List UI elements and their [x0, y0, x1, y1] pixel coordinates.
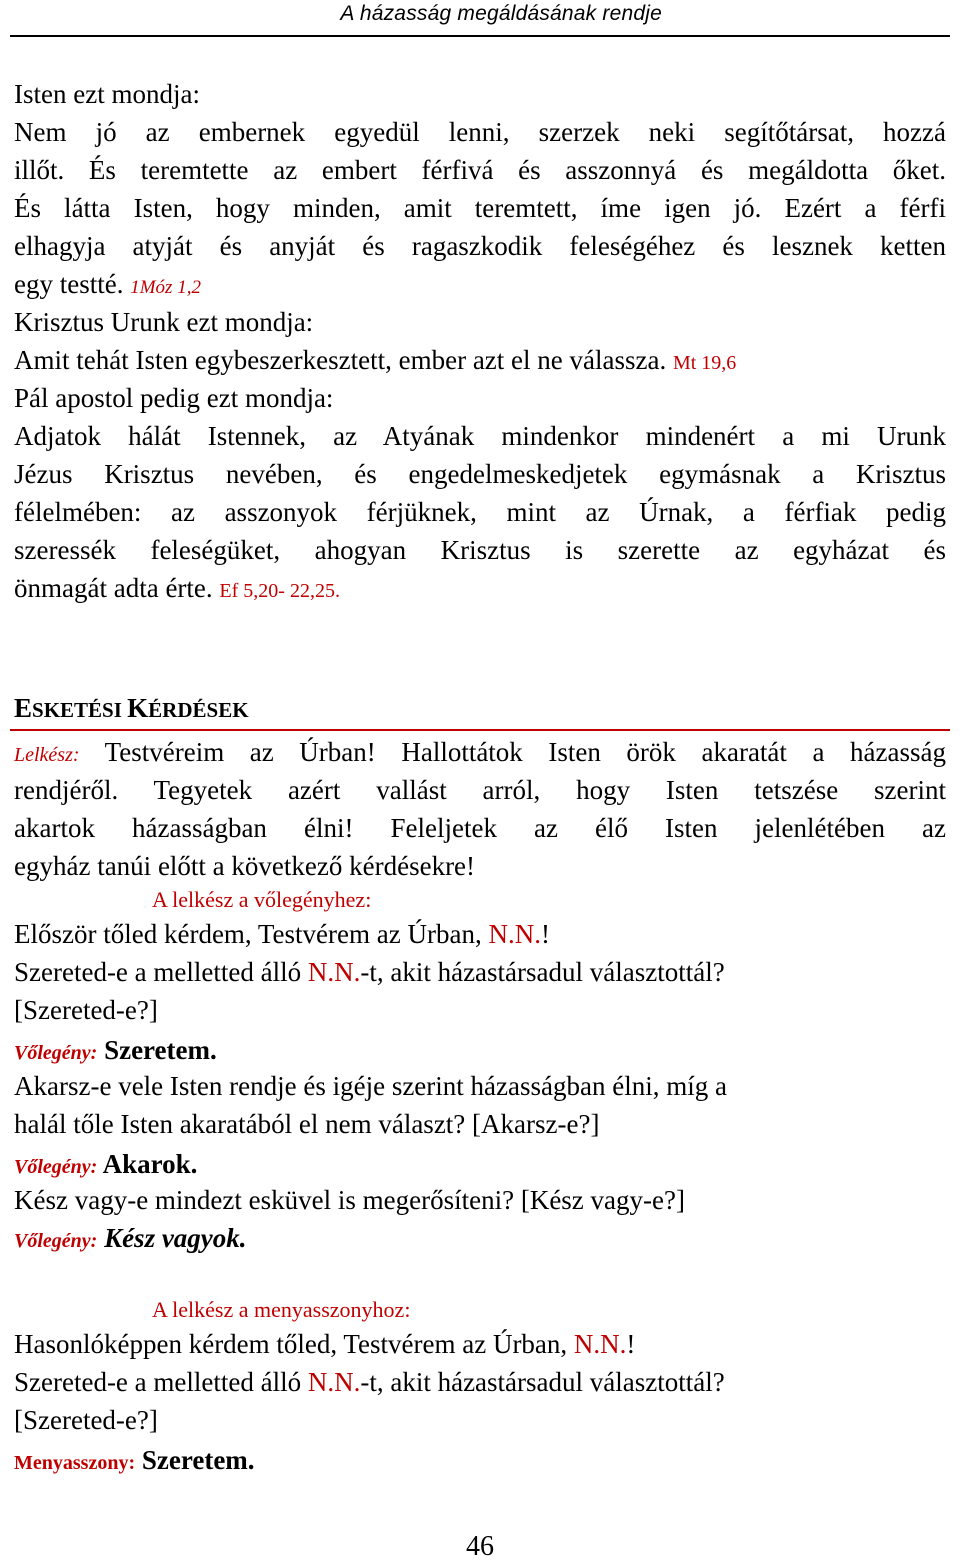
- header-title: A házasság megáldásának rendje: [340, 2, 662, 25]
- scripture-text: Amit tehát Isten egybeszerkesztett, ember azt el ne válassza.: [14, 345, 667, 375]
- question-line: Kész vagy-e mindezt esküvel is megerősíteni? [Kész vagy-e?]: [14, 1185, 685, 1215]
- answer-line: [14, 1034, 217, 1069]
- speaker-label: Lelkész:: [14, 744, 80, 766]
- bible-reference: Mt 19,6: [672, 352, 737, 374]
- speaker-label: Menyasszony:: [14, 1452, 136, 1474]
- scripture-line: szeressék feleségüket, ahogyan Krisztus is szerette az egyházat és: [14, 535, 946, 565]
- answer-line: [14, 1148, 197, 1183]
- section-title: ESKETÉSI KÉRDÉSEK: [14, 693, 249, 723]
- scripture-intro-paul: Pál apostol pedig ezt mondja:: [14, 383, 334, 413]
- running-header: [10, 0, 950, 37]
- question-line: halál tőle Isten akaratából el nem választ? [Akarsz-e?]: [14, 1109, 600, 1139]
- scripture-intro-god: Isten ezt mondja:: [14, 79, 200, 109]
- scripture-text: önmagát adta érte.: [14, 573, 213, 603]
- placeholder-name: N.N.: [573, 1329, 627, 1359]
- scripture-line: [14, 572, 340, 607]
- answer-text: Kész vagyok.: [97, 1223, 247, 1253]
- scripture-line: Jézus Krisztus nevében, és engedelmeskedjetek egymásnak a Krisztus: [14, 459, 946, 489]
- speaker-label: Vőlegény:: [14, 1042, 98, 1064]
- scripture-line: illőt. És teremtette az embert férfivá és asszonnyá és megáldotta őket.: [14, 155, 946, 185]
- placeholder-name: N.N.: [307, 957, 361, 987]
- scripture-line: [14, 268, 201, 304]
- scripture-line: elhagyja atyját és anyját és ragaszkodik feleségéhez és lesznek ketten: [14, 231, 946, 261]
- page-number: 46: [466, 1531, 494, 1562]
- answer-line: [14, 1444, 255, 1479]
- speaker-label: Vőlegény:: [14, 1156, 98, 1178]
- scripture-line: félelmében: az asszonyok férjüknek, mint az Úrnak, a férfiak pedig: [14, 497, 946, 527]
- speaker-label: Vőlegény:: [14, 1230, 98, 1252]
- section-divider: [10, 729, 950, 731]
- bible-reference: 1Móz 1,2: [130, 277, 201, 298]
- answer-text: Akarok.: [97, 1149, 198, 1179]
- question-line: [Szereted-e?]: [14, 995, 158, 1025]
- pastor-intro-line: akartok házasságban élni! Feleljetek az élő Isten jelenlétében az: [14, 813, 946, 843]
- stage-direction: A lelkész a menyasszonyhoz:: [152, 1297, 411, 1322]
- scripture-line: Nem jó az embernek egyedül lenni, szerzek neki segítőtársat, hozzá: [14, 117, 946, 147]
- scripture-line: Adjatok hálát Istennek, az Atyának mindenkor mindenért a mi Urunk: [14, 421, 946, 451]
- question-line: Szereted-e a melletted álló N.N.-t, akit házastársadul választottál?: [14, 1367, 725, 1397]
- placeholder-name: N.N.: [488, 919, 541, 949]
- answer-line: [14, 1222, 247, 1257]
- scripture-text: egy testté.: [14, 269, 124, 299]
- question-line: Hasonlóképpen kérdem tőled, Testvérem az Úrban, N.N.!: [14, 1329, 636, 1359]
- pastor-intro-line: rendjéről. Tegyetek azért vallást arról, hogy Isten tetszése szerint: [14, 775, 946, 805]
- stage-direction: A lelkész a vőlegényhez:: [152, 887, 372, 912]
- question-line: [Szereted-e?]: [14, 1405, 158, 1435]
- pastor-intro-line: egyház tanúi előtt a következő kérdésekre!: [14, 851, 476, 881]
- scripture-line: [14, 344, 736, 379]
- pastor-intro-line: Lelkész: Testvéreim az Úrban! Hallottátok Isten örök akaratát a házasság: [14, 737, 946, 767]
- question-line: Először tőled kérdem, Testvérem az Úrban, N.N.!: [14, 919, 550, 949]
- placeholder-name: N.N.: [307, 1367, 361, 1397]
- scripture-line: És látta Isten, hogy minden, amit teremtett, íme igen jó. Ezért a férfi: [14, 193, 946, 223]
- scripture-intro-christ: Krisztus Urunk ezt mondja:: [14, 307, 314, 337]
- question-line: Akarsz-e vele Isten rendje és igéje szerint házasságban élni, míg a: [14, 1071, 727, 1101]
- bible-reference: Ef 5,20- 22,25.: [219, 580, 340, 602]
- answer-text: Szeretem.: [135, 1445, 255, 1475]
- answer-text: Szeretem.: [97, 1035, 217, 1065]
- question-line: Szereted-e a melletted álló N.N.-t, akit házastársadul választottál?: [14, 957, 725, 987]
